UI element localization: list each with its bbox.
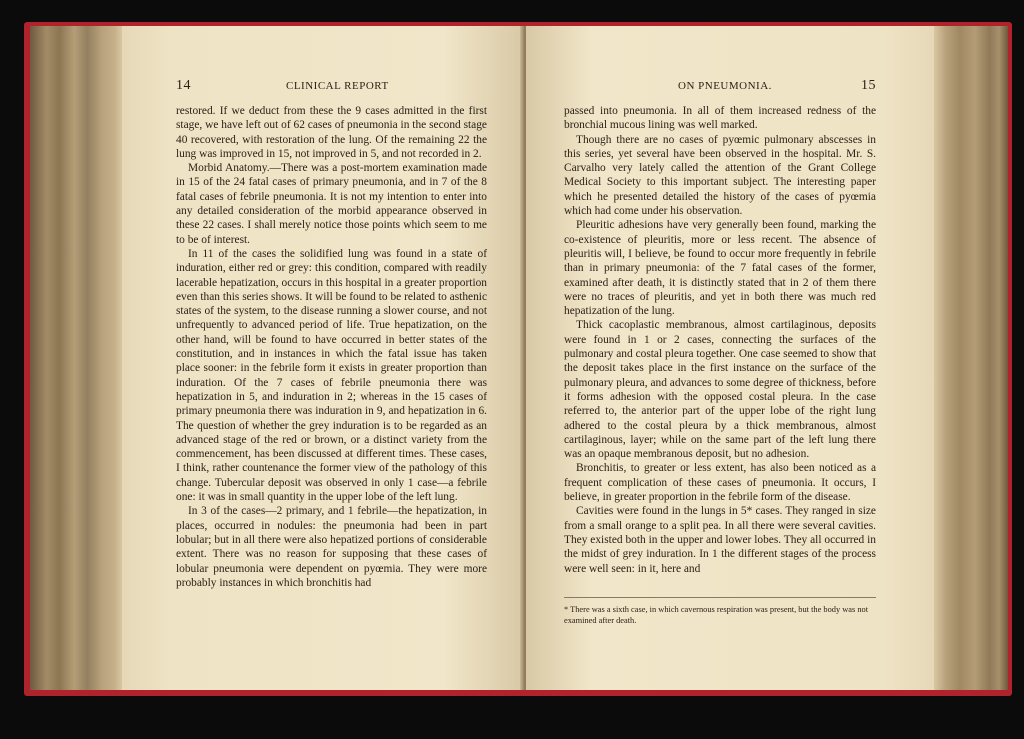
- right-paragraph-1: passed into pneumonia. In all of them increased redness of the bronchial mucous lining was well marked.: [564, 105, 876, 132]
- page-edges-right: [934, 26, 1008, 690]
- left-paragraph-3: In 11 of the cases the solidified lung was found in a state of induration, either red or grey: this condition, compared with readily lacerable hepatization, occurs in this hospital in a greater proportion even than this series shows. It will be found to be related to asthenic states of the system, to the disease running a slower course, and not unfrequently to advanced period of life. True hepatization, on the other hand, will be found to have occurred in better states of the constitution, and in instances in which the fatal issue has taken place sooner: in the febrile form it exists in greater proportion than induration. Of the 7 cases of febrile pneumonia there was hepatization in 5, and induration in 2; whereas in the 15 cases of primary pneumonia there was induration in 9, and hepatization in 6. The question of whether the grey induration is to be regarded as an advanced stage of the red or brown, or a distinct variety from the commencement, has been discussed at different times. These cases, I think, rather countenance the former view of the pathology of this change. Tubercular deposit was observed in only 1 case—a febrile one: it was in small quantity in the upper lobe of the left lung.: [176, 247, 487, 504]
- left-paragraph-2: Morbid Anatomy.—There was a post-mortem examination made in 15 of the 24 fatal cases of primary pneumonia, and in 7 of the 8 fatal cases of febrile pneumonia. It is not my intention to enter into any detailed consideration of the morbid appearance observed in these 22 cases. I shall merely notice those points which seem to me to be of interest.: [176, 162, 487, 246]
- right-paragraph-6: Cavities were found in the lungs in 5* cases. They ranged in size from a small orange to a split pea. In all there were several cavities. They existed both in the upper and lower lobes. They all occurred in the midst of grey induration. In 1 the different stages of the process were well seen: in it, here and: [564, 505, 876, 575]
- left-paragraph-4: In 3 of the cases—2 primary, and 1 febrile—the hepatization, in places, occurred in nodules: the pneumonia had been in part lobular; but in all there were also hepatized portions of considerable extent. There was no reason for supposing that these cases of lobular pneumonia were dependent on pyœmia. They were more probably instances in which bronchitis had: [176, 505, 487, 589]
- left-running-head: CLINICAL REPORT: [286, 80, 389, 92]
- left-body-text: [176, 104, 487, 590]
- right-paragraph-5: Bronchitis, to greater or less extent, has also been noticed as a frequent complication of these cases of pneumonia. It occurs, I believe, in greater proportion in the febrile form of the disease.: [564, 462, 876, 504]
- right-paragraph-4: Thick cacoplastic membranous, almost cartilaginous, deposits were found in 1 or 2 cases, connecting the surfaces of the pulmonary and costal pleura together. One case seemed to show that the deposit takes place in the first instance on the surface of the pulmonary pleura, and advances to some degree of thickness, before it forms adhesion with the opposed costal pleura. In the case referred to, the anterior part of the upper lobe of the right lung adhered to the costal pleura by a thick membranous, almost cartilaginous, layer; while on the same part of the left lung there was an opaque membranous deposit, but no adhesion.: [564, 319, 876, 461]
- left-page: [122, 26, 524, 690]
- right-page: [526, 26, 934, 690]
- footnote-rule: [564, 597, 876, 598]
- right-body-text: [564, 104, 876, 576]
- page-edges-left: [30, 26, 122, 690]
- right-page-number: 15: [861, 78, 876, 93]
- right-running-head: ON PNEUMONIA.: [678, 80, 772, 92]
- left-paragraph-1: restored. If we deduct from these the 9 cases admitted in the first stage, we have left out of 62 cases of pneumonia in the second stage 40 recovered, with restoration of the lung. Of the remaining 22 the lung was improved in 15, not improved in 5, and not recorded in 2.: [176, 105, 487, 160]
- left-page-number: 14: [176, 78, 191, 93]
- right-paragraph-2: Though there are no cases of pyœmic pulmonary abscesses in this series, yet several have been observed in the hospital. Mr. S. Carvalho very lately called the attention of the Grant College Medical Society to this important subject. The interesting paper which he presented detailed the history of the cases of pyœmia which had come under his observation.: [564, 133, 876, 218]
- footnote: * There was a sixth case, in which cavernous respiration was present, but the body was not examined after death.: [564, 605, 869, 625]
- right-paragraph-3: Pleuritic adhesions have very generally been found, marking the co-existence of pleuritis, more or less recent. The absence of pleuritis will, I believe, be found to occur more frequently in febrile than in primary pneumonia: of the 7 fatal cases of the former, examined after death, it is distinctly stated that in 2 of them there were no traces of pleuritis, and yet in both there was much red hepatization of the lung.: [564, 219, 876, 318]
